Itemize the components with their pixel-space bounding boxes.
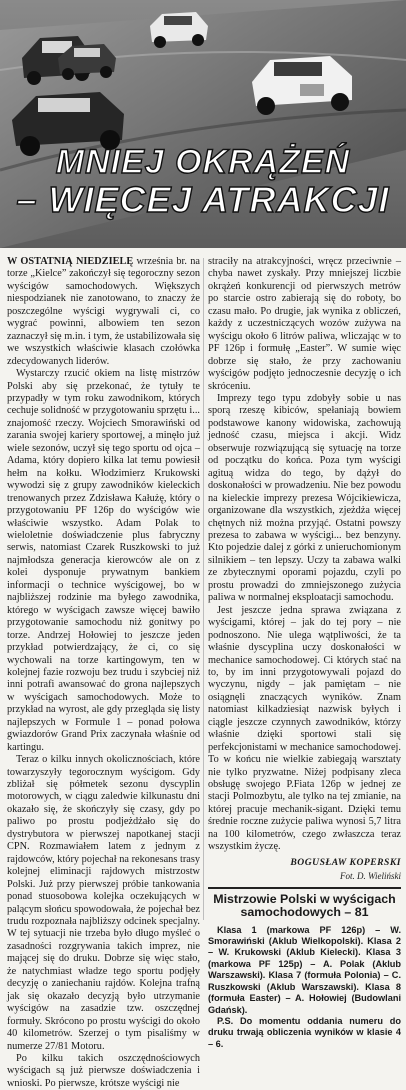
box-rule [208,887,401,889]
results-box [208,893,401,1050]
photo-credit: Fot. D. Wieliński [340,871,401,882]
article-column-right [208,256,401,1050]
column-divider [203,258,204,920]
results-box-note: P.S. Do momentu oddania numeru do druku trwają obliczenia wyników w klasie 4 – 6. [208,1015,401,1049]
author-signature: BOGUSŁAW KOPERSKI [290,856,401,868]
article-paragraph: straciły na atrakcyjności, wręcz przeciwnie – chyba nawet zyskały. Przy mniejszej liczbie okrążeń konkurencji od pierwszych metrów po starcie ostro zabierają się do roboty, bo czasu mało. Po drugie, jak wynika z obliczeń, każdy z uczestniczących wozów zużywa na wyścigu około 6 litrów paliwa, wliczając w to PF 126p i formułę „Easter”. W sumie więc dobrze się stało, że przy zachowaniu wyścigów podjęto jednoczesnie decyzję o ich skróceniu. [208,256,401,392]
headline-line-1: MNIEJ OKRĄŻEŃ [55,143,351,181]
paragraph-text: września br. na torze „Kielce” zakończył się tegoroczny sezon wyścigów samochodowych. Większych niespodzianek nie zanotowano, to znaczy że poszczególne wyścigi wygrywali ci, co wygrać powinni, albowiem ten sezon zaznaczył się m.in. i tym, że ustabilizowała się we wszystkich właściwie klasach czołówka zdecydowanych liderów. [7,256,200,367]
results-box-body: Klasa 1 (markowa PF 126p) – W. Smorawiński (Aklub Wielkopolski). Klasa 2 – W. Krukowski (Aklub Kielecki). Klasa 3 (markowa PF 125p) – A. Polak (Aklub Warszawski). Klasa 7 (formuła Polonia) – C. Ruszkowski (Aklub Warszawski). Klasa 8 (formuła Easter) – A. Hołowiej (Budowlani Gdańsk). [208,924,401,1015]
headline-line-2: – WIĘCEJ ATRAKCJI [16,179,390,220]
article-paragraph: Wystarczy rzucić okiem na listę mistrzów Polski aby się przekonać, że tytuły te przypadły w tym roku zawodnikom, których cechuje solidność w przygotowaniu sprzętu i... znajomość rzeczy. Wojciech Smorawiński od zarania swojej kariery sportowej, a minęło już wiele sezonów, uczył się tego sportu od ojca – Adama, który dopiero kilka lat temu powiesił hełm na kołku. Włodzimierz Krukowski wywodzi się z grupy zawodników kieleckich trenowanych przez Zdzisława Kałużę, który o przygotowaniu PF 126p do wyścigów wie właściwie wszystko. Adam Polak to wieloletnie doświadczenie plus fabryczny serwis, natomiast Czarek Ruszkowski to już najmłodsza generacja kierowców ale on z kolei dysponuje prywatnym bankiem informacji o technice wyścigowej, bo w najbliższej rodzinie ma byłego zawodnika, którego w wyścigach zawsze więcej bawiło przygotowanie samochodu niż gonitwy po torze. Andrzej Hołowiej to jeszcze jeden przykład potwierdzający, że ci, co się wychowali na torze kartingowym, ten w kolejnej fazie rozwoju bez trudu i szybciej niż inni potrafi awansować do grona najlepszych w wyścigach samochodowych. Może to przykład na wyrost, ale gdy przegląda się listy najlepszych w Formule 1 – ponad połowa gwiazdorów Grand Prix zaczynała właśnie od kartingu. [7,368,200,753]
lead-caps: W OSTATNIĄ NIEDZIELĘ [7,256,134,267]
article-paragraph: Jest jeszcze jedna sprawa związana z wyścigami, której – jak do tej pory – nie podnoszono. Nie ulega wątpliwości, że ta właśnie dyscyplina uczy doskonałości w mechanice samochodowej. Ci których stać na to, by im inni przygotowywali pojazd do wyczynu, nigdy – jak pamiętam – nie osiągnęli znaczących wyników. Znam natomiast kilkadziesiąt nazwisk byłych i ciągle jeszcze czynnych zawodników, którzy właśnie dzięki sportowi stali się perfekcjonistami w mechanice samochodowej. To w końcu nie wielkie zabiegają warsztaty nie tylko pryzwatne. Niżej podpisany zleca obsługę swojego P.Fiata 126p w jednej ze stacji Polmozbytu, ale tylko na tej zmianie, na której pracuje mechanik-sigant. Dzięki temu średnie roczne zużycie paliwa wynosi 5,7 litra na 100 kilometrów, czego zwłaszcza teraz wszystkim życzę. [208,604,401,853]
article-headline [0,143,406,219]
results-box-title: Mistrzowie Polski w wyścigach samochodowych – 81 [213,891,396,920]
article-paragraph: Teraz o kilku innych okolicznościach, które towarzyszyły tegorocznym wyścigom. Gdy zbliżał się półmetek sezonu dyscyplin motorowych, w ciągu zaledwie kilkunastu dni okazało się, że skończyły się czasy, gdy po paliwo po prostu podjeżdżało się do dystrybutora w pierwszej napotkanej stacji CPN. Rozmawiałem latem z jednym z rajdowców, który pojechał na rekonesans trasy kolejnej eliminacji rajdowych mistrzostw Polski. Już przy pierwszej próbie tankowania ponad stuosobowa kolejka oczekujących w palącym słońcu spowodowała, że pojechał bez trudu rozpoznała najbliższy odcinek specjalny. W tej sytuacji nie trzeba było długo myśleć o zasadności rozgrywania takich imprez, nie mającej się do druku. Dobrze się więc stało, że natychmiast władze tego sportu podjęły decyzję o zaniechaniu rajdów. Kolejna trafną jak się okazało decyzją było utrzymanie wyścigów na zasadzie tzw. oszczędnej formuły. Skrócono po prostu wyścigi do około 40 kilometrów. Szerzej o tym pisaliśmy w numerze 27/81 Motoru. [7,754,200,1052]
article-paragraph [7,256,200,368]
race-photo [0,0,406,248]
article-paragraph: Po kilku takich oszczędnościowych wyścigach są już pierwsze doświadczenia i wnioski. Po pierwsze, krótsze wyścigi nie [7,1053,200,1089]
article-paragraph: Imprezy tego typu zdobyły sobie u nas sporą rzeszę kibiców, spełaniają bowiem podstawowe kanony widowiska, zachowują jedność czasu, miejsca i akcji. Widz obserwuje rozwiązującą się sytuację na torze od początku do końca. Poza tym wyścigi agituą widza do tego, by dążył do doskonałości w prowadzeniu. Nie bez powodu na kieleckie imprezy prezesa Wójcikiewicza, organizowane dla wszystkich, zjeżdża więcej chętnych niż można przyjąć. Ostatni powszy prezesa to zabawa w wyścigi... bez benzyny. Kto pojedzie dalej z górki z unieruchomionym silnikiem – ten lepszy. Uczy ta zabawa walki ze zbytecznymi oporami pojazdu, czyli po prostu prowadzi do zmniejszonego zużycia paliwa w normalnej eksploatacji samochodu. [208,392,401,604]
article-column-left [7,256,200,1089]
